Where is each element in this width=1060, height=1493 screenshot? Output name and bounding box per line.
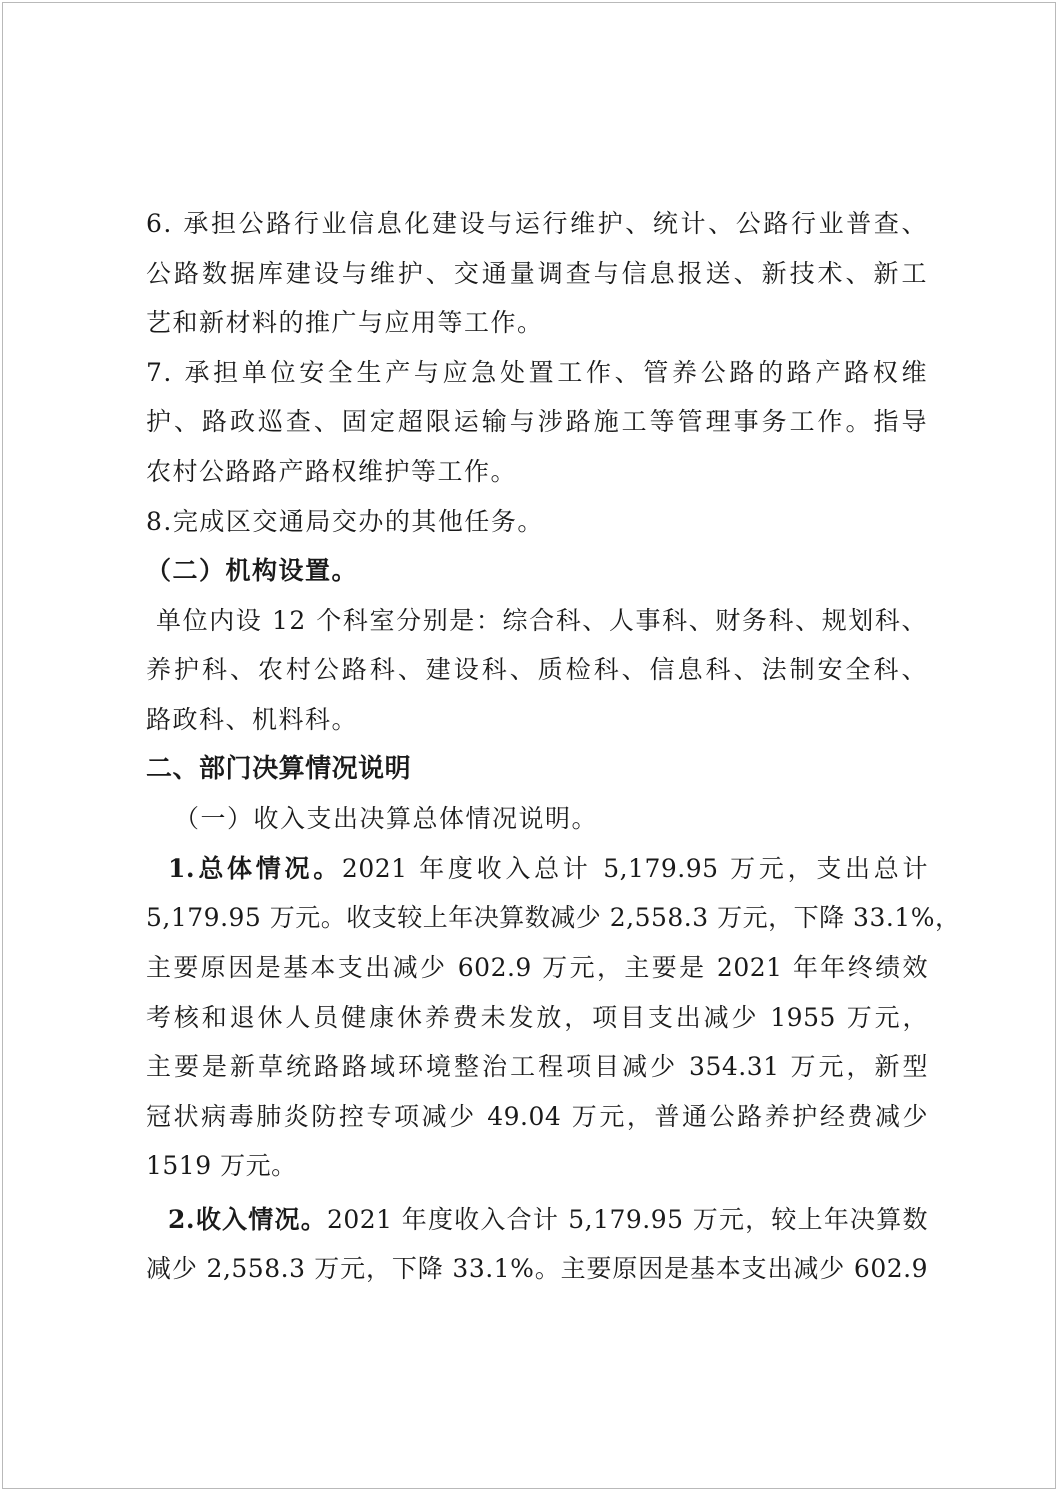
- item7-line-1: 7. 承担单位安全生产与应急处置工作、管养公路的路产路权维: [146, 357, 928, 387]
- org-line-2: 养护科、农村公路科、建设科、质检科、信息科、法制安全科、: [146, 655, 928, 685]
- item6-line-3: 艺和新材料的推广与应用等工作。: [146, 308, 544, 338]
- subsection-heading: （一）收入支出决算总体情况说明。: [174, 804, 599, 834]
- income-label: 2.收入情况。: [168, 1204, 327, 1234]
- overall-line-1: [146, 844, 928, 894]
- overall-line-5: 主要是新草统路路域环境整治工程项目减少 354.31 万元，新型: [146, 1052, 928, 1082]
- overall-line-2: 5,179.95 万元。收支较上年决算数减少 2,558.3 万元，下降 33.1%，: [146, 903, 961, 933]
- overall-line-6: 冠状病毒肺炎防控专项减少 49.04 万元，普通公路养护经费减少: [146, 1101, 928, 1131]
- overall-line-3: 主要原因是基本支出减少 602.9 万元，主要是 2021 年年终绩效: [146, 952, 928, 982]
- item8-line-1: 8.完成区交通局交办的其他任务。: [146, 506, 544, 536]
- overall-line-1-text: 2021 年度收入总计 5,179.95 万元，支出总计: [341, 853, 928, 883]
- overall-line-7: 1519 万元。: [146, 1151, 297, 1181]
- overall-line-4: 考核和退休人员健康休养费未发放，项目支出减少 1955 万元，: [146, 1002, 928, 1032]
- org-heading: （二）机构设置。: [146, 556, 359, 586]
- item6-line-1: 6. 承担公路行业信息化建设与运行维护、统计、公路行业普查、: [146, 209, 928, 238]
- org-line-3: 路政科、机料科。: [146, 704, 359, 734]
- overall-label: 1.总体情况。: [168, 853, 342, 883]
- income-line-2: 减少 2,558.3 万元，下降 33.1%。主要原因是基本支出减少 602.9: [146, 1254, 928, 1284]
- document-body: [146, 199, 961, 1294]
- item7-line-3: 农村公路路产路权维护等工作。: [146, 456, 518, 486]
- income-line-1: [146, 1195, 928, 1245]
- org-line-1: 单位内设 12 个科室分别是：综合科、人事科、财务科、规划科、: [156, 605, 928, 635]
- income-line-1-text: 2021 年度收入合计 5,179.95 万元，较上年决算数: [326, 1204, 928, 1234]
- item6-line-2: 公路数据库建设与维护、交通量调查与信息报送、新技术、新工: [146, 258, 928, 288]
- item7-line-2: 护、路政巡查、固定超限运输与涉路施工等管理事务工作。指导: [146, 407, 928, 437]
- section-heading: 二、部门决算情况说明: [146, 753, 412, 784]
